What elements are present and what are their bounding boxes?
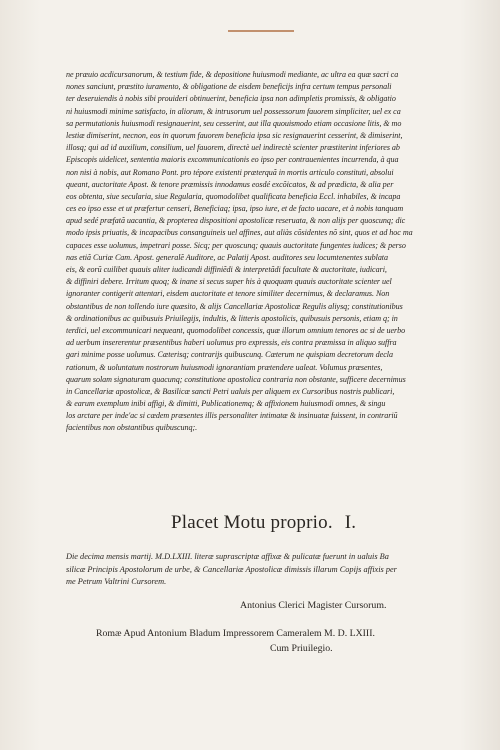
imprint-line-2: Cum Priuilegio. bbox=[270, 642, 333, 654]
body-line: queant, auctoritate Apost. & tenore præmissis innodamus eosdé excõicatos, & ad prædicta, & alia per bbox=[66, 179, 394, 189]
publication-note bbox=[66, 551, 486, 589]
placet-text: Placet Motu proprio. bbox=[171, 512, 333, 533]
decorative-rule bbox=[228, 30, 294, 32]
placet-heading bbox=[171, 512, 356, 534]
body-line: ad uerbum insererentur præsentibus haberi uolumus pro expressis, eis contra præmissa in aliquo suffra bbox=[66, 338, 397, 348]
body-line: lestiæ dimiserint, necnon, eos in quorum fauorem beneficia ipsa sic resignauerint cesserint, & dimiserint, bbox=[66, 130, 403, 140]
body-line: ignoranter contigerit attentari, eisdem auctoritate et tenore similiter decernimus, & declaramus. Non bbox=[66, 289, 390, 299]
body-line: eis, & eorũ cuilibet quauis aliter iudicandi diffiniẽdi & interpretãdi facultate & auctoritate, iudicari, bbox=[66, 265, 387, 274]
body-line: ni huiusmodi minime satisfacto, in aliorum, & intrusorum uel possessorum fauorem simpliciter, uel ex ca bbox=[66, 106, 401, 116]
note-line: Die decima mensis martij. M.D.LXIII. literæ suprascriptæ affixæ & pulicatæ fuerunt in ualuis Ba bbox=[66, 552, 389, 561]
body-line: capaces esse uolumus, impetrari posse. Sicq; per quoscunq; quauis auctoritate fungentes iudices; & perso bbox=[66, 240, 406, 250]
body-line: & ordinationibus ac quibusuis Priuilegijs, indultis, & litteris apostolicis, quibusuis personis, etiam q; in bbox=[66, 313, 398, 323]
body-line: obstantibus de non tollendo iure quæsito, & alijs Cancellariæ Apostolicæ Regulis aliysq; constitutionibus bbox=[66, 301, 403, 311]
body-line: eos obtenta, siue secularia, siue Regularia, quomodolibet qualificata beneficia Eccl. inhabiles, & incapa bbox=[66, 191, 401, 201]
decree-body-text bbox=[66, 69, 486, 435]
body-line: nones sanciunt, præstito iuramento, & obligatione de eisdem beneficijs infra certum tempus personali bbox=[66, 82, 392, 92]
body-line: illosq; qui ad id auxilium, consilium, uel fauorem, directè uel indirectè scienter præstiterint inferiores ab bbox=[66, 143, 400, 153]
body-line: modo ipsis priuatis, & incapacibus consanguineis uel affines, aut aliàs cõsidentes nõ sint, quos et ad hoc ma bbox=[66, 228, 413, 238]
body-line: apud sedé præfatã uacantia, & propterea dispositioni apostolicæ reseruata, & non alijs per quoscunq; dic bbox=[66, 216, 406, 226]
body-line: los arctare per inde'ac si cædem præsentes illis personaliter intimatæ & insinuatæ fuissent, in contrariũ bbox=[66, 411, 398, 421]
body-line: & diffiniri debere. Irritum quoq; & inane si secus super his à quoquam quauis auctoritate scienter uel bbox=[66, 277, 392, 287]
body-line: in Cancellariæ apostolicæ, & Basilicæ sancti Petri ualuis per aliquem ex Cursoribus nostris publicari, bbox=[66, 386, 395, 396]
body-line: rationum, & uoluntatum nostrorum huiusmodi ignorantiam prætendere ualeat. Volumus præsentes, bbox=[66, 362, 383, 372]
body-line: quarum solam signaturam quacunq; constitutione apostolica contraria non obstante, sufficere decernimus bbox=[66, 374, 406, 384]
body-line: non nisi à nobis, aut Romano Pont. pro tépore existenti præterquã in mortis articulo constituti, absolui bbox=[66, 167, 394, 177]
body-line: nas etiã Curiæ Cam. Apost. generalẽ Auditore, ac Palatij Apost. auditores seu locumtenentes sublata bbox=[66, 252, 389, 262]
body-line: Episcopis uidelicet, sententia maioris excommunicationis eo ipso per contrauenientes incurrenda, à qua bbox=[66, 155, 399, 165]
body-line: facientibus non obstantibus quibuscunq;. bbox=[66, 423, 198, 433]
note-line: silicæ Principis Apostolorum de urbe, & Cancellariæ Apostolicæ dimissis illarum Copijs affixis per bbox=[66, 564, 397, 574]
body-line: ne præuio acdicursanorum, & testium fide, & depositione huiusmodi mediante, ac ultra ea quæ sacri ca bbox=[66, 70, 399, 79]
body-line: gari minime posse uolumus. Cæterisq; contrarijs quibuscunq. Cæterum ne quispiam decretorum decla bbox=[66, 350, 393, 360]
body-line: & earum exemplum inibi affigi, & dimitti, Publicationemq; & affixionem huiusmodi omnes, & singu bbox=[66, 399, 386, 409]
printer-imprint bbox=[96, 627, 496, 656]
body-line: ces eo ipso esse et ut præfertur censeri, Beneficiaq; ipsa, ipso iure, et de facto uacare, et à nobis tanquam bbox=[66, 204, 404, 214]
body-line: ter deseruiendis à nobis sibi prouideri obtinuerint, beneficia ipsa non adimpletis promissis, & obligatio bbox=[66, 94, 396, 104]
body-line: terdici, uel excommunicari nequeant, quomodolibet concessis, quæ illorum omnium tenores ac si de uerbo bbox=[66, 325, 406, 335]
body-line: sa permutationis huiusmodi resignauerint, seu cesserint, aut illa quouismodo etiam occasione litis, & mo bbox=[66, 118, 402, 128]
placet-numeral: I. bbox=[344, 512, 357, 533]
imprint-line-1: Romæ Apud Antonium Bladum Impressorem Cameralem M. D. LXIII. bbox=[96, 628, 375, 639]
cursor-signature: Antonius Clerici Magister Cursorum. bbox=[240, 600, 387, 611]
note-line: me Petrum Valtrini Cursorem. bbox=[66, 577, 167, 586]
